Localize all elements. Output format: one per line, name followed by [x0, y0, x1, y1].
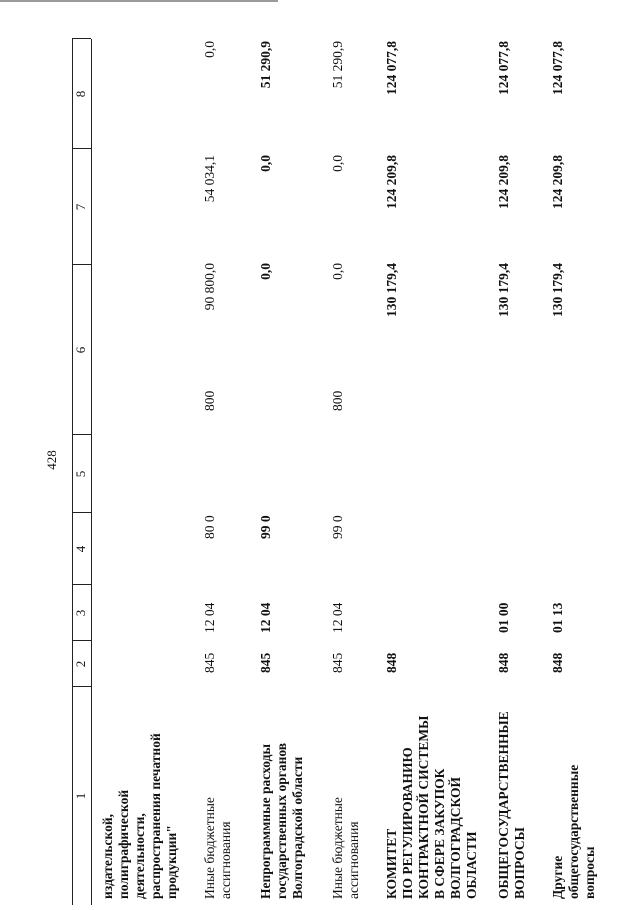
value-col8: 124 077,8: [496, 41, 511, 95]
row-name: Иные бюджетные ассигнования: [202, 797, 233, 899]
column-number-1: 1: [73, 792, 88, 800]
code-section: 01 13: [550, 602, 565, 633]
code-section: 01 00: [496, 602, 511, 633]
code-gr: 845: [258, 652, 273, 673]
code-gr: 845: [330, 652, 345, 673]
row-name: Иные бюджетные ассигнования: [330, 797, 361, 899]
code-target: 99 0: [258, 515, 273, 539]
code-type: 800: [330, 390, 345, 411]
value-col7: 0,0: [330, 155, 345, 172]
value-col8: 51 290,9: [258, 41, 273, 89]
row-name: Непрограммные расходы государственных органов Волгоградской области: [258, 742, 305, 899]
header-bottom-border: [91, 39, 92, 905]
column-number-5: 5: [73, 470, 88, 478]
value-col6: 130 179,4: [384, 263, 399, 317]
column-number-4: 4: [73, 545, 88, 553]
value-col8: 124 077,8: [384, 41, 399, 95]
row-name: Другие общегосударственные вопросы: [550, 764, 597, 899]
scan-top-rule: [0, 0, 278, 2]
value-col7: 54 034,1: [202, 155, 217, 203]
value-col6: 0,0: [258, 263, 273, 280]
value-col8: 0,0: [202, 41, 217, 58]
column-number-8: 8: [73, 90, 88, 98]
value-col7: 124 209,8: [496, 155, 511, 209]
row-name: издательской, полиграфической деятельности, распространения печатной продукции": [100, 733, 179, 899]
code-type: 800: [202, 390, 217, 411]
value-col7: 124 209,8: [384, 155, 399, 209]
column-number-3: 3: [73, 609, 88, 617]
code-section: 12 04: [330, 602, 345, 633]
value-col8: 51 290,9: [330, 41, 345, 89]
value-col7: 124 209,8: [550, 155, 565, 209]
value-col6: 130 179,4: [550, 263, 565, 317]
code-section: 12 04: [202, 602, 217, 633]
value-col6: 90 800,0: [202, 263, 217, 311]
value-col8: 124 077,8: [550, 41, 565, 95]
column-number-2: 2: [73, 660, 88, 668]
row-name: ОБЩЕГОСУДАРСТВЕННЫЕ ВОПРОСЫ: [496, 711, 527, 899]
page-number: 428: [44, 450, 59, 470]
code-gr: 848: [496, 652, 511, 673]
row-name: КОМИТЕТ ПО РЕГУЛИРОВАНИЮ КОНТРАКТНОЙ СИСТЕМЫ В СФЕРЕ ЗАКУПОК ВОЛГОГРАДСКОЙ ОБЛАСТИ: [384, 715, 479, 899]
code-section: 12 04: [258, 602, 273, 633]
code-gr: 848: [550, 652, 565, 673]
code-target: 99 0: [330, 515, 345, 539]
value-col7: 0,0: [258, 155, 273, 172]
value-col6: 0,0: [330, 263, 345, 280]
value-col6: 130 179,4: [496, 263, 511, 317]
column-number-6: 6: [73, 346, 88, 354]
code-gr: 848: [384, 652, 399, 673]
budget-table: [72, 5, 632, 905]
code-gr: 845: [202, 652, 217, 673]
column-number-7: 7: [73, 203, 88, 211]
code-target: 80 0: [202, 515, 217, 539]
